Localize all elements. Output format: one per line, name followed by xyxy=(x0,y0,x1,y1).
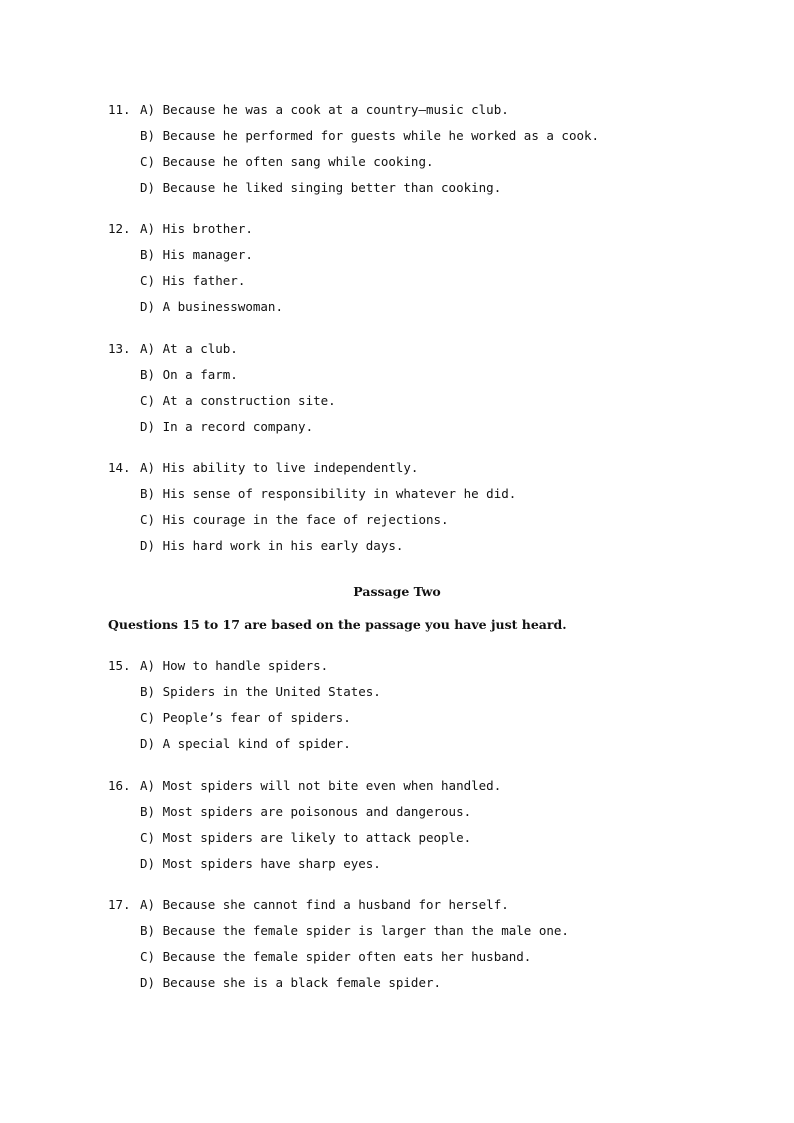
option-c: C) People’s fear of spiders. xyxy=(140,710,351,725)
question-number: 12. xyxy=(108,221,131,236)
question-number: 15. xyxy=(108,658,131,673)
question-number: 11. xyxy=(108,102,131,117)
option-b: B) On a farm. xyxy=(140,367,238,382)
option-c: C) At a construction site. xyxy=(140,393,336,408)
option-row xyxy=(108,737,748,763)
option-b: B) Because the female spider is larger than the male one. xyxy=(140,923,569,938)
question-15 xyxy=(108,659,748,763)
question-number: 13. xyxy=(108,341,131,356)
option-row xyxy=(108,539,748,565)
option-row xyxy=(108,420,748,446)
option-row xyxy=(108,711,748,737)
option-row xyxy=(108,779,748,805)
question-number: 14. xyxy=(108,460,131,475)
question-13 xyxy=(108,342,748,446)
option-row xyxy=(108,222,748,248)
option-row xyxy=(108,461,748,487)
option-a: A) Most spiders will not bite even when handled. xyxy=(140,778,502,793)
option-d: D) A special kind of spider. xyxy=(140,736,351,751)
question-14 xyxy=(108,461,748,565)
question-number: 16. xyxy=(108,778,131,793)
option-row xyxy=(108,155,748,181)
option-a: A) His brother. xyxy=(140,221,253,236)
option-b: B) Most spiders are poisonous and dangerous. xyxy=(140,804,472,819)
option-b: B) Because he performed for guests while he worked as a cook. xyxy=(140,128,600,143)
question-number: 17. xyxy=(108,897,131,912)
option-a: A) At a club. xyxy=(140,341,238,356)
option-c: C) Because the female spider often eats her husband. xyxy=(140,949,532,964)
option-a: A) Because she cannot find a husband for herself. xyxy=(140,897,509,912)
question-16 xyxy=(108,779,748,883)
question-12 xyxy=(108,222,748,326)
option-a: A) His ability to live independently. xyxy=(140,460,419,475)
option-row xyxy=(108,976,748,1002)
option-c: C) His father. xyxy=(140,273,246,288)
option-row xyxy=(108,924,748,950)
option-row xyxy=(108,103,748,129)
option-row xyxy=(108,248,748,274)
option-row xyxy=(108,513,748,539)
option-row xyxy=(108,831,748,857)
option-row xyxy=(108,685,748,711)
option-b: B) Spiders in the United States. xyxy=(140,684,381,699)
option-c: C) Most spiders are likely to attack people. xyxy=(140,830,472,845)
option-row xyxy=(108,300,748,326)
option-d: D) Because she is a black female spider. xyxy=(140,975,442,990)
option-d: D) Because he liked singing better than cooking. xyxy=(140,180,502,195)
option-row xyxy=(108,487,748,513)
option-a: A) Because he was a cook at a country—music club. xyxy=(140,102,509,117)
option-row xyxy=(108,394,748,420)
option-d: D) In a record company. xyxy=(140,419,314,434)
option-d: D) Most spiders have sharp eyes. xyxy=(140,856,381,871)
option-row xyxy=(108,950,748,976)
passage-title: Passage Two xyxy=(353,584,441,599)
option-c: C) His courage in the face of rejections. xyxy=(140,512,449,527)
question-17 xyxy=(108,898,748,1002)
option-row xyxy=(108,129,748,155)
option-b: B) His manager. xyxy=(140,247,253,262)
option-row xyxy=(108,857,748,883)
passage-instruction: Questions 15 to 17 are based on the passage you have just heard. xyxy=(108,617,567,632)
option-row xyxy=(108,342,748,368)
option-row xyxy=(108,805,748,831)
option-row xyxy=(108,181,748,207)
option-row xyxy=(108,659,748,685)
option-d: D) His hard work in his early days. xyxy=(140,538,404,553)
question-11 xyxy=(108,103,748,207)
option-c: C) Because he often sang while cooking. xyxy=(140,154,434,169)
option-row xyxy=(108,898,748,924)
option-row xyxy=(108,274,748,300)
option-d: D) A businesswoman. xyxy=(140,299,283,314)
option-a: A) How to handle spiders. xyxy=(140,658,329,673)
option-b: B) His sense of responsibility in whatever he did. xyxy=(140,486,517,501)
option-row xyxy=(108,368,748,394)
